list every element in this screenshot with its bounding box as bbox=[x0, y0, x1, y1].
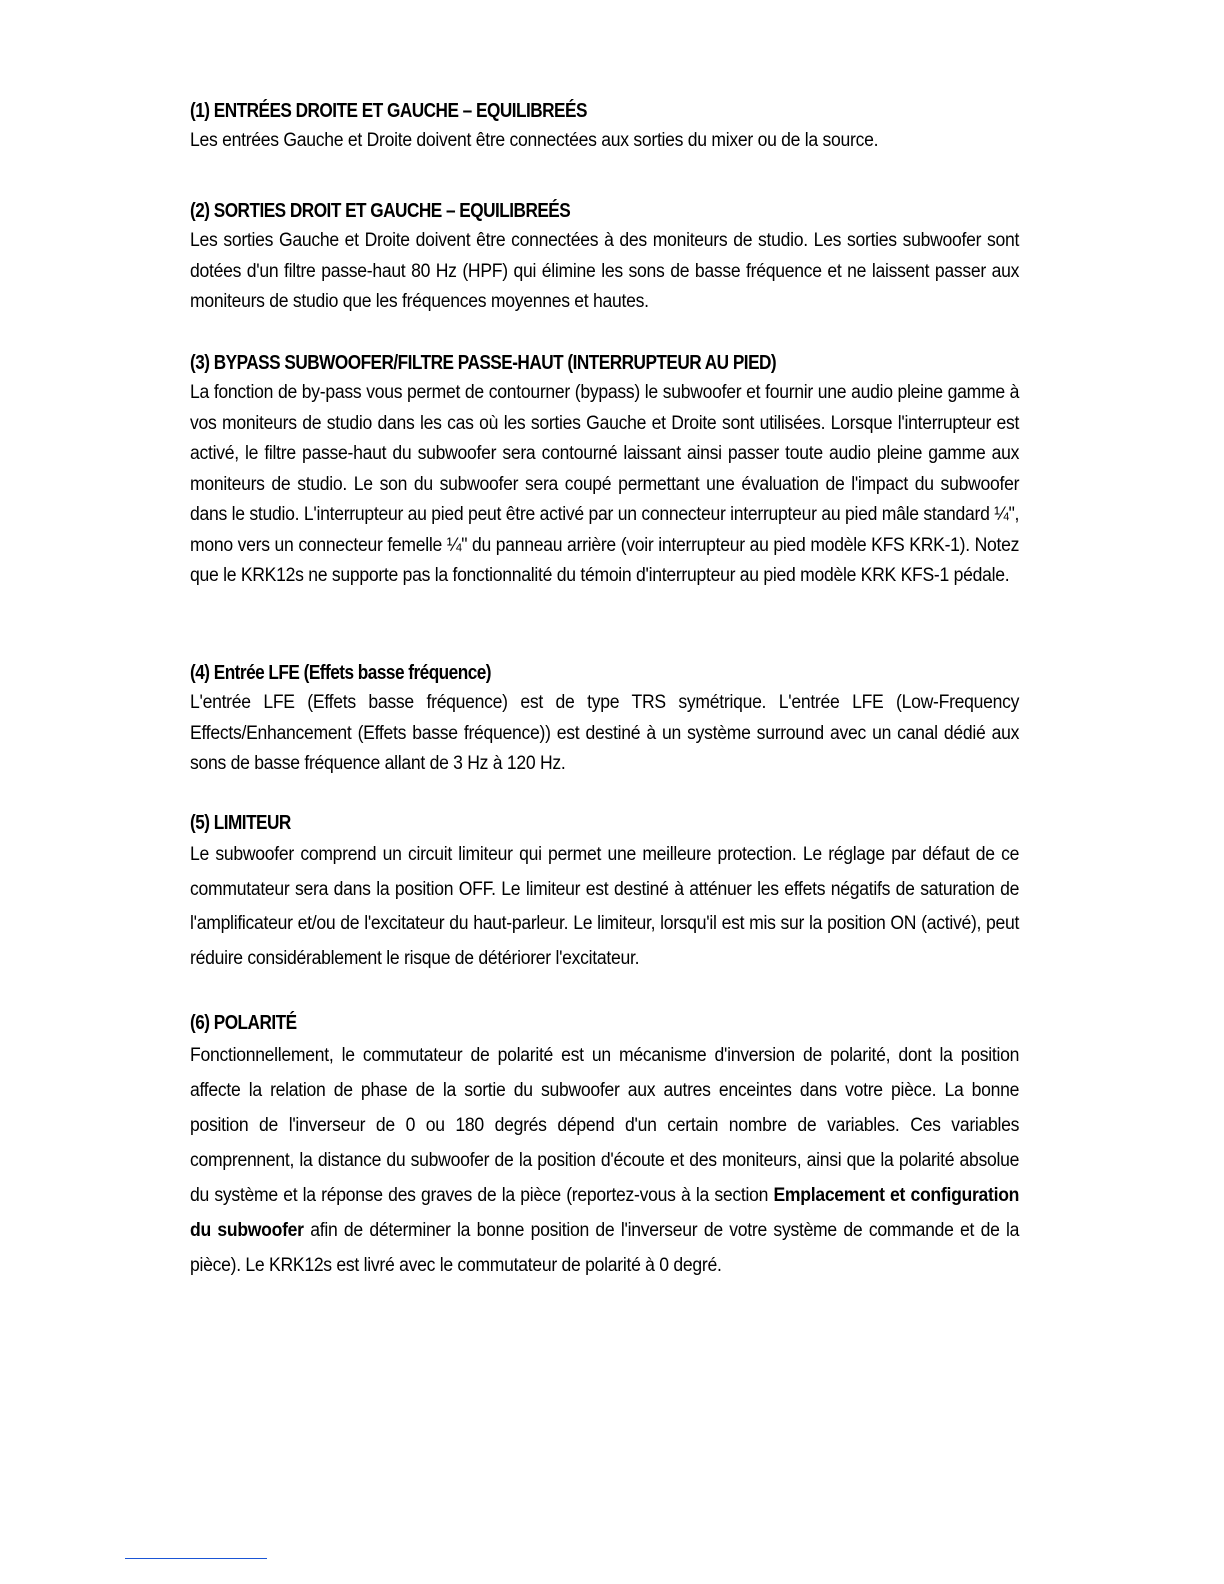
section-polarity bbox=[190, 1008, 1020, 1283]
section-heading: (1) ENTRÉES DROITE ET GAUCHE – EQUILIBREÉS bbox=[190, 100, 587, 122]
section-heading: (5) LIMITEUR bbox=[190, 812, 291, 834]
section-body-text bbox=[190, 1038, 1019, 1283]
document-page bbox=[190, 96, 1020, 1283]
body-text-before: Fonctionnellement, le commutateur de polarité est un mécanisme d'inversion de polarité, dont la position affecte la relation de phase de la sortie du subwoofer aux autres enceintes dans votre pièce. La bonne position de l'inverseur de 0 ou 180 degrés dépend d'un certain nombre de variables. Ces variables comprennent, la distance du subwoofer de la position d'écoute et des moniteurs, ainsi que la polarité absolue du système et la réponse des graves de la pièce (reportez-vous à la section bbox=[190, 1045, 1020, 1206]
section-body bbox=[190, 378, 1020, 592]
section-outputs bbox=[190, 196, 1020, 348]
section-body bbox=[190, 838, 1020, 976]
section-reference-bold: Emplacement et configuration du subwoofer bbox=[190, 1185, 1020, 1241]
section-heading: (4) Entrée LFE (Effets basse fréquence) bbox=[190, 662, 492, 684]
footnote-divider bbox=[125, 1558, 267, 1559]
section-bypass bbox=[190, 348, 1020, 658]
section-heading: (2) SORTIES DROIT ET GAUCHE – EQUILIBREÉS bbox=[190, 200, 571, 222]
section-body-text: Les entrées Gauche et Droite doivent être connectées aux sorties du mixer ou de la source. bbox=[190, 130, 879, 151]
section-inputs bbox=[190, 96, 1020, 196]
section-heading: (3) BYPASS SUBWOOFER/FILTRE PASSE-HAUT (INTERRUPTEUR AU PIED) bbox=[190, 352, 777, 374]
body-text-after: afin de déterminer la bonne position de l'inverseur de votre système de commande et de la pièce). Le KRK12s est livré avec le commutateur de polarité à 0 degré. bbox=[190, 1220, 1020, 1276]
section-body bbox=[190, 1038, 1020, 1283]
section-body bbox=[190, 126, 1020, 157]
section-body-text: Les sorties Gauche et Droite doivent être connectées à des moniteurs de studio. Les sorties subwoofer sont dotées d'un filtre passe-haut 80 Hz (HPF) qui élimine les sons de basse fréquence et ne laissent passer aux moniteurs de studio que les fréquences moyennes et hautes. bbox=[190, 230, 1020, 312]
section-heading: (6) POLARITÉ bbox=[190, 1012, 297, 1034]
section-body bbox=[190, 688, 1020, 780]
section-limiter bbox=[190, 808, 1020, 1008]
section-lfe-input bbox=[190, 658, 1020, 808]
section-body-text: Le subwoofer comprend un circuit limiteur qui permet une meilleure protection. Le réglage par défaut de ce commutateur sera dans la position OFF. Le limiteur est destiné à atténuer les effets négatifs de saturation de l'amplificateur et/ou de l'excitateur du haut-parleur. Le limiteur, lorsqu'il est mis sur la position ON (activé), peut réduire considérablement le risque de détériorer l'excitateur. bbox=[190, 844, 1020, 969]
section-body-text: L'entrée LFE (Effets basse fréquence) est de type TRS symétrique. L'entrée LFE (Low-Frequency Effects/Enhancement (Effets basse fréquence)) est destiné à un système surround avec un canal dédié aux sons de basse fréquence allant de 3 Hz à 120 Hz. bbox=[190, 692, 1020, 774]
section-body-text: La fonction de by-pass vous permet de contourner (bypass) le subwoofer et fournir une audio pleine gamme à vos moniteurs de studio dans les cas où les sorties Gauche et Droite sont utilisées. Lorsque l'interrupteur est activé, le filtre passe-haut du subwoofer sera contourné laissant ainsi passer toute audio pleine gamme aux moniteurs de studio. Le son du subwoofer sera coupé permettant une évaluation de l'impact du subwoofer dans le studio. L'interrupteur au pied peut être activé par un connecteur interrupteur au pied mâle standard ¼", mono vers un connecteur femelle ¼" du panneau arrière (voir interrupteur au pied modèle KFS KRK-1). Notez que le KRK12s ne supporte pas la fonctionnalité du témoin d'interrupteur au pied modèle KRK KFS-1 pédale. bbox=[190, 382, 1020, 586]
section-body bbox=[190, 226, 1020, 318]
